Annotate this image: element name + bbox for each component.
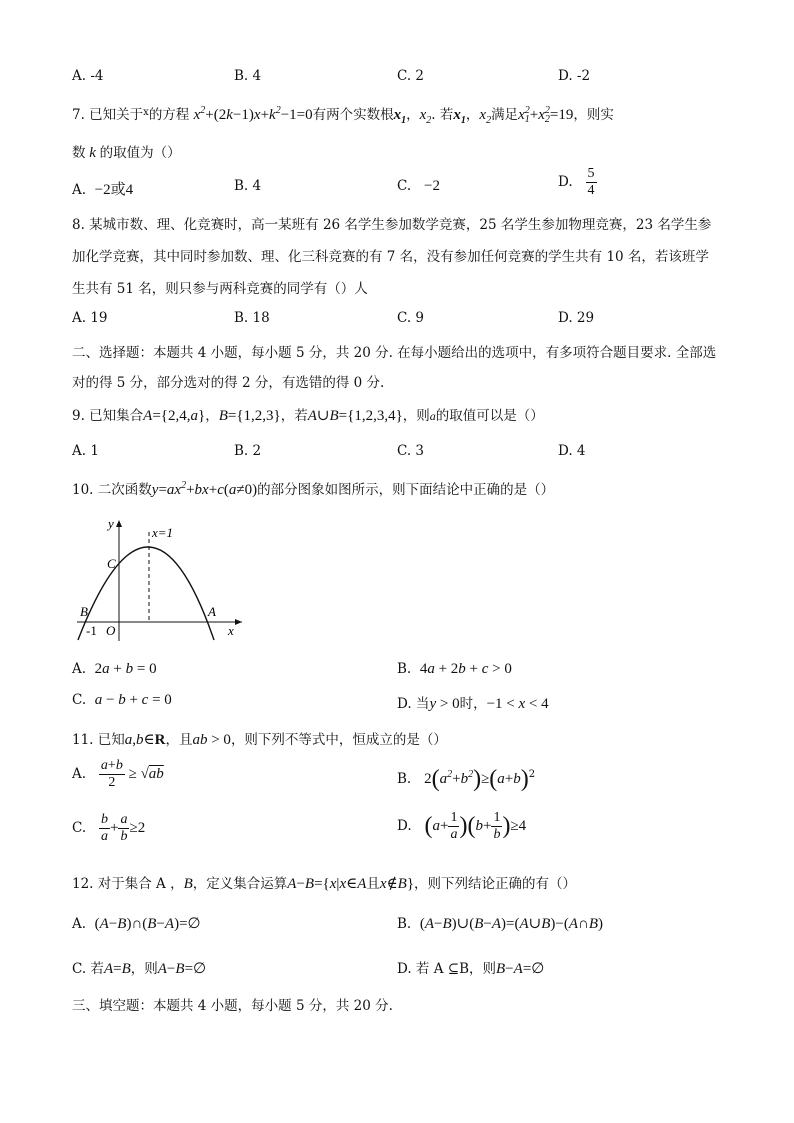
q8-stem-line2: 加化学竞赛，其中同时参加数、理、化三科竞赛的有 7 名，没有参加任何竞赛的学生共有 10 名，若该班学 <box>72 249 709 265</box>
q11-stem: 11. 已知a,b∈R，且ab > 0，则下列不等式中，恒成立的是（） <box>72 732 447 748</box>
q7-option-c: C. −2 <box>397 178 440 194</box>
label-minus-1: -1 <box>86 623 97 638</box>
q8-stem-line1: 8. 某城市数、理、化竞赛时，高一某班有 26 名学生参加数学竞赛，25 名学生参加物理竞赛，23 名学生参 <box>72 217 712 233</box>
q11-option-d: D. (a+ $\frac{1}{a}$ )(b+ $\frac{1}{b}$ )≥4 <box>397 810 527 842</box>
q8-option-b: B. 18 <box>234 310 270 326</box>
q10-parabola-graph <box>72 516 247 646</box>
q11-option-a: A. $\frac{a+b}{2}$ ≥ √ab <box>72 758 164 790</box>
q12-option-a: A. (A−B)∩(B−A)=∅ <box>72 916 201 932</box>
label-x: x <box>228 623 234 638</box>
q7-option-a: A. −2或4 <box>72 182 134 198</box>
q6-option-b: B. 4 <box>234 68 262 84</box>
q8-option-c: C. 9 <box>397 310 425 326</box>
q9-option-d: D. 4 <box>558 443 586 459</box>
q12-option-d: D. 若 A ⊆B，则B−A=∅ <box>397 961 545 977</box>
q10-option-a: A. 2a + b = 0 <box>72 661 157 677</box>
q11-option-c: C. $\frac{b}{a}$ + $\frac{a}{b}$ ≥2 <box>72 812 146 844</box>
q7-stem-line1: 7. 已知关于$^x$的方程 $x^2+(2k-1)x+k^2-1=0$有两个实数根$x_1$，$x_2$. 若$x_1$，$x_2$满足$x_1^2+x_2^2=19$，则实 <box>72 105 614 126</box>
section2-heading-line2: 对的得 5 分，部分选对的得 2 分，有选错的得 0 分. <box>72 375 385 391</box>
q9-option-c: C. 3 <box>397 443 425 459</box>
label-x-equals-1: x=1 <box>152 525 174 540</box>
parabola-curve <box>78 547 214 640</box>
q9-stem: 9. 已知集合A={2,4,a}，B={1,2,3}，若A∪B={1,2,3,4}，则a的取值可以是（） <box>72 408 544 424</box>
q6-option-c: C. 2 <box>397 68 425 84</box>
q9-option-a: A. 1 <box>72 443 99 459</box>
q12-stem: 12. 对于集合 A ，B，定义集合运算A−B={x|x∈A且x∉B}，则下列结论正确的有（） <box>72 876 577 892</box>
label-O: O <box>106 623 116 638</box>
label-y: y <box>108 516 114 531</box>
q7-option-d: D. $\frac{5}{4}$ <box>558 166 595 198</box>
label-A: A <box>208 604 216 619</box>
q7-stem-line2: 数 k 的取值为（） <box>72 145 181 161</box>
q11-option-b: B. $2(a^2+b^2)\ge(a+b)^2$ <box>397 766 536 792</box>
q6-option-a: A. -4 <box>72 68 104 84</box>
x-axis-arrow <box>235 619 242 625</box>
y-axis-arrow <box>116 520 122 527</box>
section3-heading: 三、填空题：本题共 4 小题，每小题 5 分，共 20 分. <box>72 998 393 1014</box>
q9-option-b: B. 2 <box>234 443 262 459</box>
label-B: B <box>80 604 88 619</box>
q10-option-d: D. 当y > 0时，−1 < x < 4 <box>397 696 549 712</box>
section2-heading-line1: 二、选择题：本题共 4 小题，每小题 5 分，共 20 分. 在每小题给出的选项中，有多项符合题目要求. 全部选 <box>72 345 717 361</box>
q10-option-c: C. a − b + c = 0 <box>72 692 172 708</box>
q7-option-b: B. 4 <box>234 178 262 194</box>
q6-option-d: D. -2 <box>558 68 591 84</box>
label-C: C <box>107 556 116 571</box>
q10-stem: 10. 二次函数$y=ax^2+bx+c(a\ne 0)$的部分图象如图所示，则下面结论中正确的是（） <box>72 480 555 498</box>
q8-option-d: D. 29 <box>558 310 595 326</box>
q8-stem-line3: 生共有 51 名，则只参与两科竞赛的同学有（）人 <box>72 281 368 297</box>
q12-option-c: C. 若A=B，则A−B=∅ <box>72 961 207 977</box>
q8-option-a: A. 19 <box>72 310 108 326</box>
q12-option-b: B. (A−B)∪(B−A)=(A∪B)−(A∩B) <box>397 916 604 932</box>
q10-option-b: B. 4a + 2b + c > 0 <box>397 661 512 677</box>
